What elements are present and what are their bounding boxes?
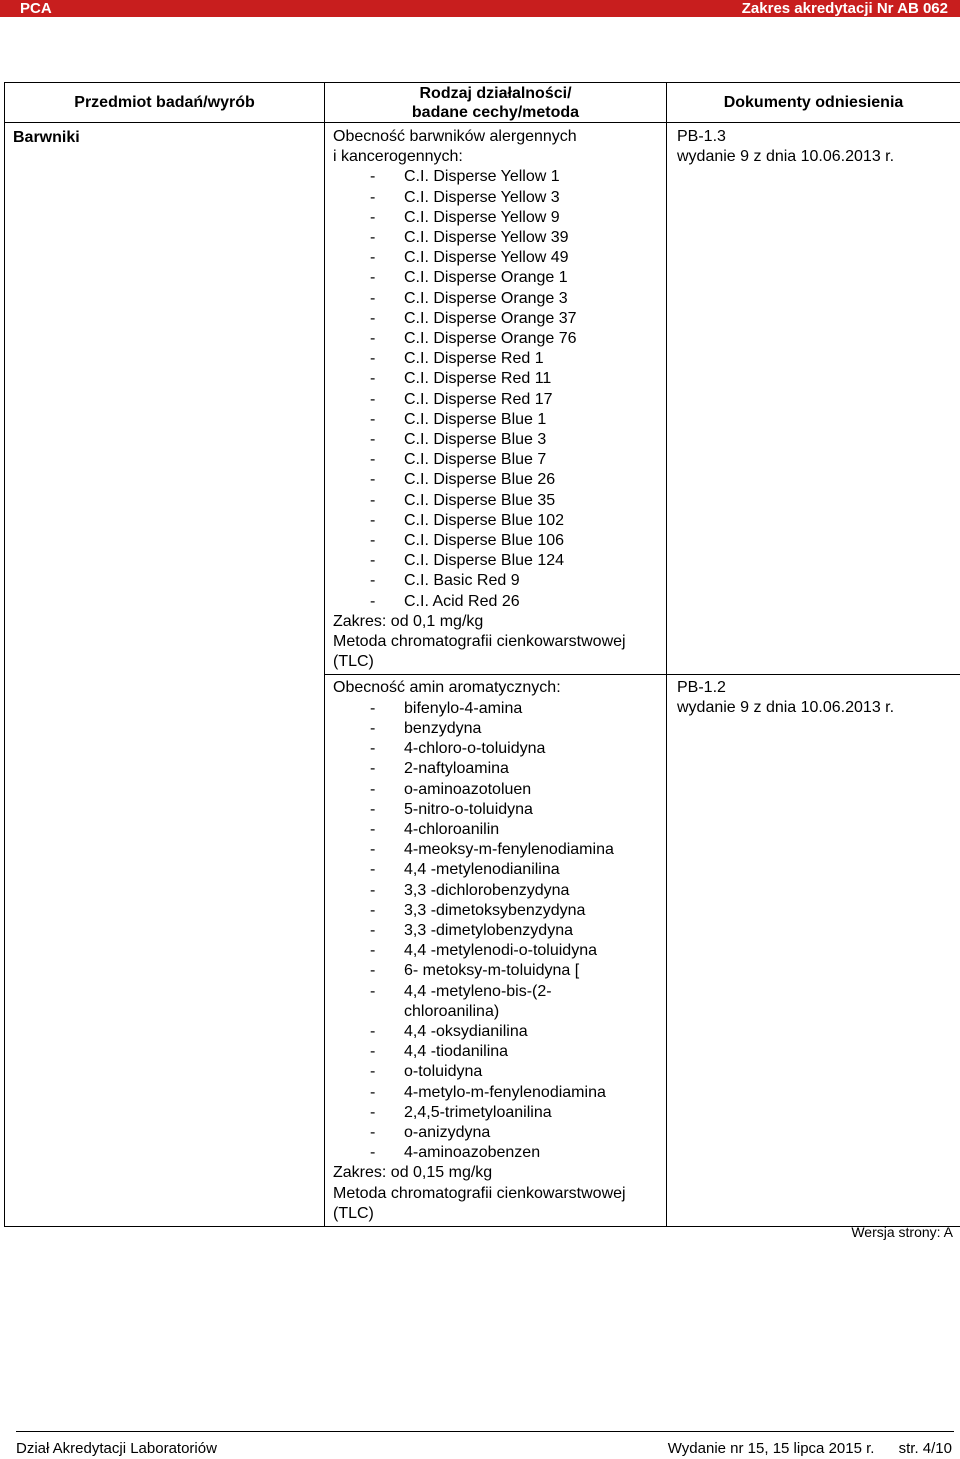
method-cell [325,123,667,675]
list-item: - C.I. Disperse Blue 3 [333,430,662,450]
list-item: - 6- metoksy-m-toluidyna [ [333,961,662,981]
doc-issue: wydanie 9 z dnia 10.06.2013 r. [677,148,895,165]
list-item: - C.I. Disperse Red 17 [333,390,662,410]
footer-edition: Wydanie nr 15, 15 lipca 2015 r. [667,1440,875,1457]
method-cell [325,675,667,1226]
col-header-docs: Dokumenty odniesienia [667,83,960,123]
method-range: Zakres: od 0,1 mg/kg [333,612,484,630]
list-item: - 4,4 -metylenodi-o-toluidyna [333,941,662,961]
docs-cell [667,123,960,675]
analyte-list [333,167,662,611]
list-item: - C.I. Disperse Yellow 3 [333,188,662,208]
list-item: - C.I. Disperse Red 1 [333,349,662,369]
list-item: - C.I. Disperse Blue 1 [333,410,662,430]
list-item: - 4-meoksy-m-fenylenodiamina [333,840,662,860]
list-item: - C.I. Disperse Blue 35 [333,491,662,511]
doc-code: PB-1.3 [677,128,726,145]
method-intro-line2: i kancerogennych: [333,148,463,166]
table-header-row [5,83,960,123]
list-item: - 3,3 -dichlorobenzydyna [333,881,662,901]
list-item: - C.I. Disperse Yellow 9 [333,208,662,228]
method-content [325,123,666,674]
method-intro-line1: Obecność barwników alergennych [333,128,577,145]
list-item: - C.I. Disperse Blue 106 [333,531,662,551]
subject-label: Barwniki [13,129,80,146]
list-item: - C.I. Disperse Blue 102 [333,511,662,531]
list-item: - o-toluidyna [333,1062,662,1082]
page-header [0,0,960,17]
list-item: - 2,4,5-trimetyloanilina [333,1103,662,1123]
method-content [325,675,666,1225]
list-item: - 4-chloroanilin [333,820,662,840]
footer-divider [16,1431,954,1432]
list-item: - C.I. Disperse Orange 76 [333,329,662,349]
col-header-method-line2: badane cechy/metoda [411,103,580,121]
list-item: - 2-naftyloamina [333,759,662,779]
list-item: - o-aminoazotoluen [333,780,662,800]
col-header-method [325,83,667,123]
col-header-subject: Przedmiot badań/wyrób [5,83,325,123]
list-item: - o-anizydyna [333,1123,662,1143]
list-item: - C.I. Basic Red 9 [333,571,662,591]
docs-cell [667,675,960,1226]
docs-content [667,675,960,718]
list-item: - 5-nitro-o-toluidyna [333,800,662,820]
analyte-list [333,699,662,1164]
list-item: - C.I. Acid Red 26 [333,592,662,612]
list-item: - C.I. Disperse Blue 7 [333,450,662,470]
method-name-line1: Metoda chromatografii cienkowarstwowej [333,1184,626,1202]
list-item: - 3,3 -dimetylobenzydyna [333,921,662,941]
footer-edition-block [648,1440,952,1457]
list-item: - C.I. Disperse Yellow 39 [333,228,662,248]
col-header-method-line1: Rodzaj działalności/ [419,84,572,102]
list-item: - 4-chloro-o-toluidyna [333,739,662,759]
footer-department: Dział Akredytacji Laboratoriów [16,1440,217,1457]
list-item: - C.I. Disperse Yellow 1 [333,167,662,187]
list-item: - benzydyna [333,719,662,739]
list-item: - C.I. Disperse Orange 3 [333,289,662,309]
list-item: - bifenylo-4-amina [333,699,662,719]
list-item: - C.I. Disperse Orange 37 [333,309,662,329]
method-intro-line1: Obecność amin aromatycznych: [333,679,561,697]
header-title: Zakres akredytacji Nr AB 062 [741,0,948,17]
method-name-line2: (TLC) [333,1204,374,1222]
list-item: - C.I. Disperse Red 11 [333,369,662,389]
docs-content [667,123,960,167]
table-row [5,123,960,675]
page-version: Wersja strony: A [851,1224,953,1240]
list-item: - C.I. Disperse Blue 26 [333,470,662,490]
method-name-line1: Metoda chromatografii cienkowarstwowej [333,633,626,651]
list-item: - C.I. Disperse Yellow 49 [333,248,662,268]
list-item: - C.I. Disperse Orange 1 [333,268,662,288]
accreditation-table [4,82,960,1227]
doc-issue: wydanie 9 z dnia 10.06.2013 r. [677,699,895,717]
header-org: PCA [20,0,52,17]
list-item: - 4,4 -metyleno-bis-(2- chloroanilina) [333,982,662,1022]
list-item: - 4-aminoazobenzen [333,1143,662,1163]
list-item: - 3,3 -dimetoksybenzydyna [333,901,662,921]
method-name-line2: (TLC) [333,653,374,671]
list-item: - 4,4 -metylenodianilina [333,860,662,880]
list-item: - 4,4 -tiodanilina [333,1042,662,1062]
list-item: - 4,4 -oksydianilina [333,1022,662,1042]
list-item: - C.I. Disperse Blue 124 [333,551,662,571]
method-range: Zakres: od 0,15 mg/kg [333,1164,493,1182]
list-item: - 4-metylo-m-fenylenodiamina [333,1083,662,1103]
footer-page-number: str. 4/10 [898,1440,952,1457]
doc-code: PB-1.2 [677,679,726,697]
subject-cell [5,123,325,1227]
